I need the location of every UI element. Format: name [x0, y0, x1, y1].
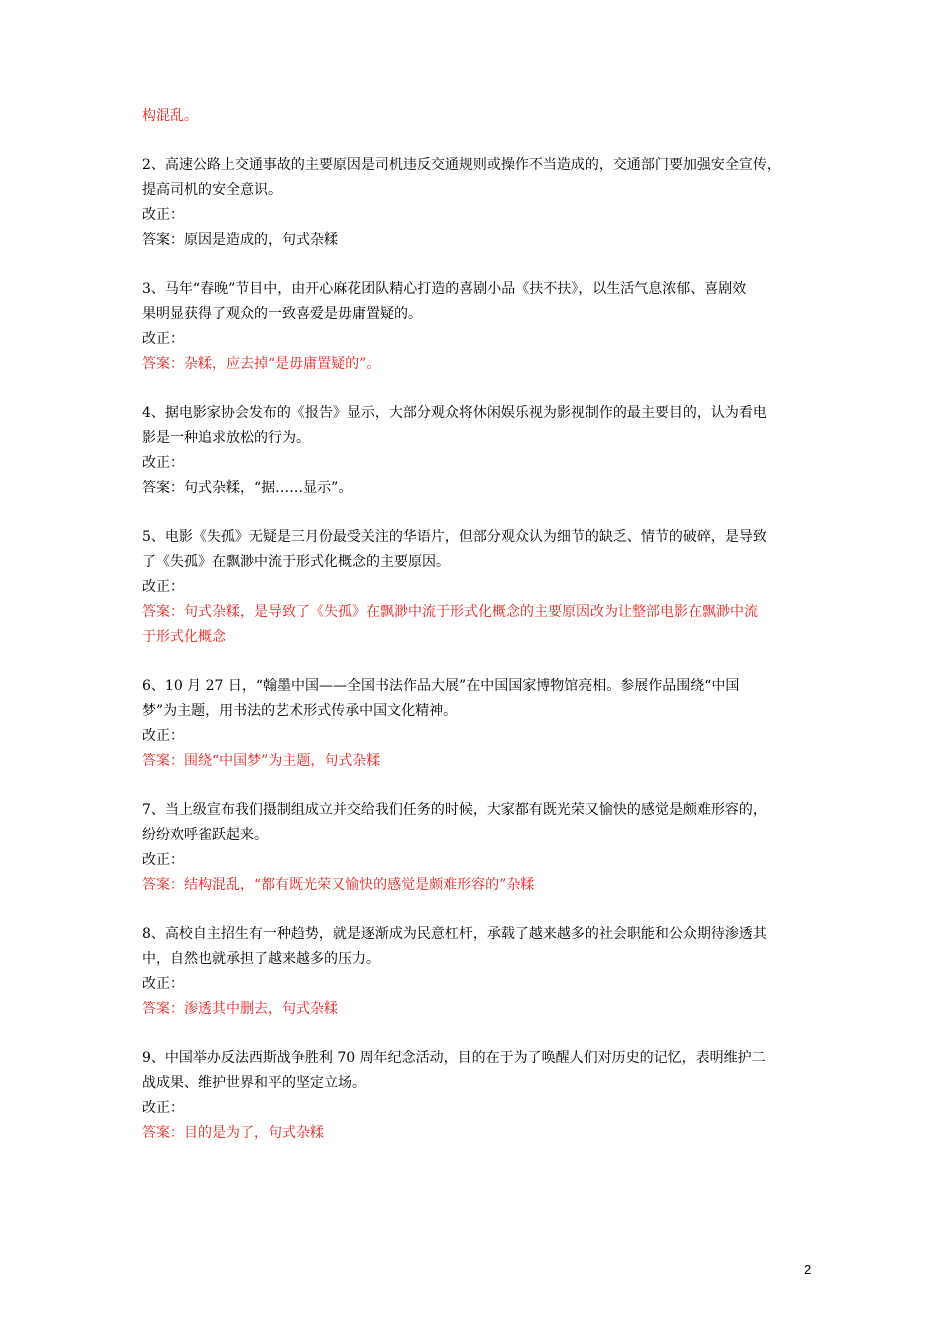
answer-text: 答案：原因是造成的，句式杂糅	[142, 232, 338, 248]
question-item	[142, 1046, 822, 1146]
question-text: 6、10 月 27 日，“翰墨中国——全国书法作品大展”在中国国家博物馆亮相。参展作品围绕“中国	[142, 678, 740, 694]
correction-label: 改正：	[142, 207, 184, 223]
question-item	[142, 153, 822, 253]
question-text: 了《失孤》在飘渺中流于形式化概念的主要原因。	[142, 554, 450, 570]
question-text: 战成果、维护世界和平的坚定立场。	[142, 1075, 366, 1091]
question-text: 9、中国举办反法西斯战争胜利 70 周年纪念活动，目的在于为了唤醒人们对历史的记忆，表明维护二	[142, 1050, 766, 1066]
question-item	[142, 401, 822, 501]
answer-text: 答案：目的是为了，句式杂糅	[142, 1125, 324, 1141]
question-text: 4、据电影家协会发布的《报告》显示，大部分观众将休闲娱乐视为影视制作的最主要目的，认为看电	[142, 405, 767, 421]
question-text: 果明显获得了观众的一致喜爱是毋庸置疑的。	[142, 306, 422, 322]
question-text: 5、电影《失孤》无疑是三月份最受关注的华语片，但部分观众认为细节的缺乏、情节的破碎，是导致	[142, 529, 767, 545]
answer-text: 答案：围绕“中国梦”为主题，句式杂糅	[142, 753, 381, 769]
correction-label: 改正：	[142, 455, 184, 471]
answer-text: 答案：杂糅，应去掉“是毋庸置疑的”。	[142, 356, 381, 372]
correction-label: 改正：	[142, 728, 184, 744]
correction-label: 改正：	[142, 976, 184, 992]
question-text: 中，自然也就承担了越来越多的压力。	[142, 951, 380, 967]
question-item	[142, 674, 822, 774]
question-text: 3、马年“春晚”节目中，由开心麻花团队精心打造的喜剧小品《扶不扶》，以生活气息浓郁、喜剧效	[142, 281, 747, 297]
correction-label: 改正：	[142, 1100, 184, 1116]
answer-text: 于形式化概念	[142, 629, 226, 645]
answer-text: 答案：句式杂糅，是导致了《失孤》在飘渺中流于形式化概念的主要原因改为让整部电影在飘渺中流	[142, 604, 758, 620]
correction-label: 改正：	[142, 331, 184, 347]
answer-text: 答案：结构混乱，“都有既光荣又愉快的感觉是颇难形容的”杂糅	[142, 877, 535, 893]
correction-label: 改正：	[142, 579, 184, 595]
answer-text: 答案：渗透其中删去，句式杂糅	[142, 1001, 338, 1017]
question-item	[142, 798, 822, 898]
question-text: 8、高校自主招生有一种趋势，就是逐渐成为民意杠杆，承载了越来越多的社会职能和公众期待渗透其	[142, 926, 767, 942]
question-text: 2、高速公路上交通事故的主要原因是司机违反交通规则或操作不当造成的，交通部门要加强安全宣传，	[142, 157, 781, 173]
continuation-text: 构混乱。	[142, 108, 198, 124]
document-body	[142, 104, 822, 1146]
question-item	[142, 922, 822, 1022]
answer-text: 答案：句式杂糅，“据……显示”。	[142, 480, 353, 496]
question-list	[142, 153, 822, 1146]
question-text: 影是一种追求放松的行为。	[142, 430, 310, 446]
question-text: 7、当上级宣布我们摄制组成立并交给我们任务的时候，大家都有既光荣又愉快的感觉是颇难形容的，	[142, 802, 767, 818]
correction-label: 改正：	[142, 852, 184, 868]
page-number: 2	[804, 1262, 812, 1277]
question-text: 提高司机的安全意识。	[142, 182, 282, 198]
question-item	[142, 525, 822, 650]
question-text: 梦”为主题，用书法的艺术形式传承中国文化精神。	[142, 703, 458, 719]
question-item	[142, 277, 822, 377]
question-text: 纷纷欢呼雀跃起来。	[142, 827, 268, 843]
